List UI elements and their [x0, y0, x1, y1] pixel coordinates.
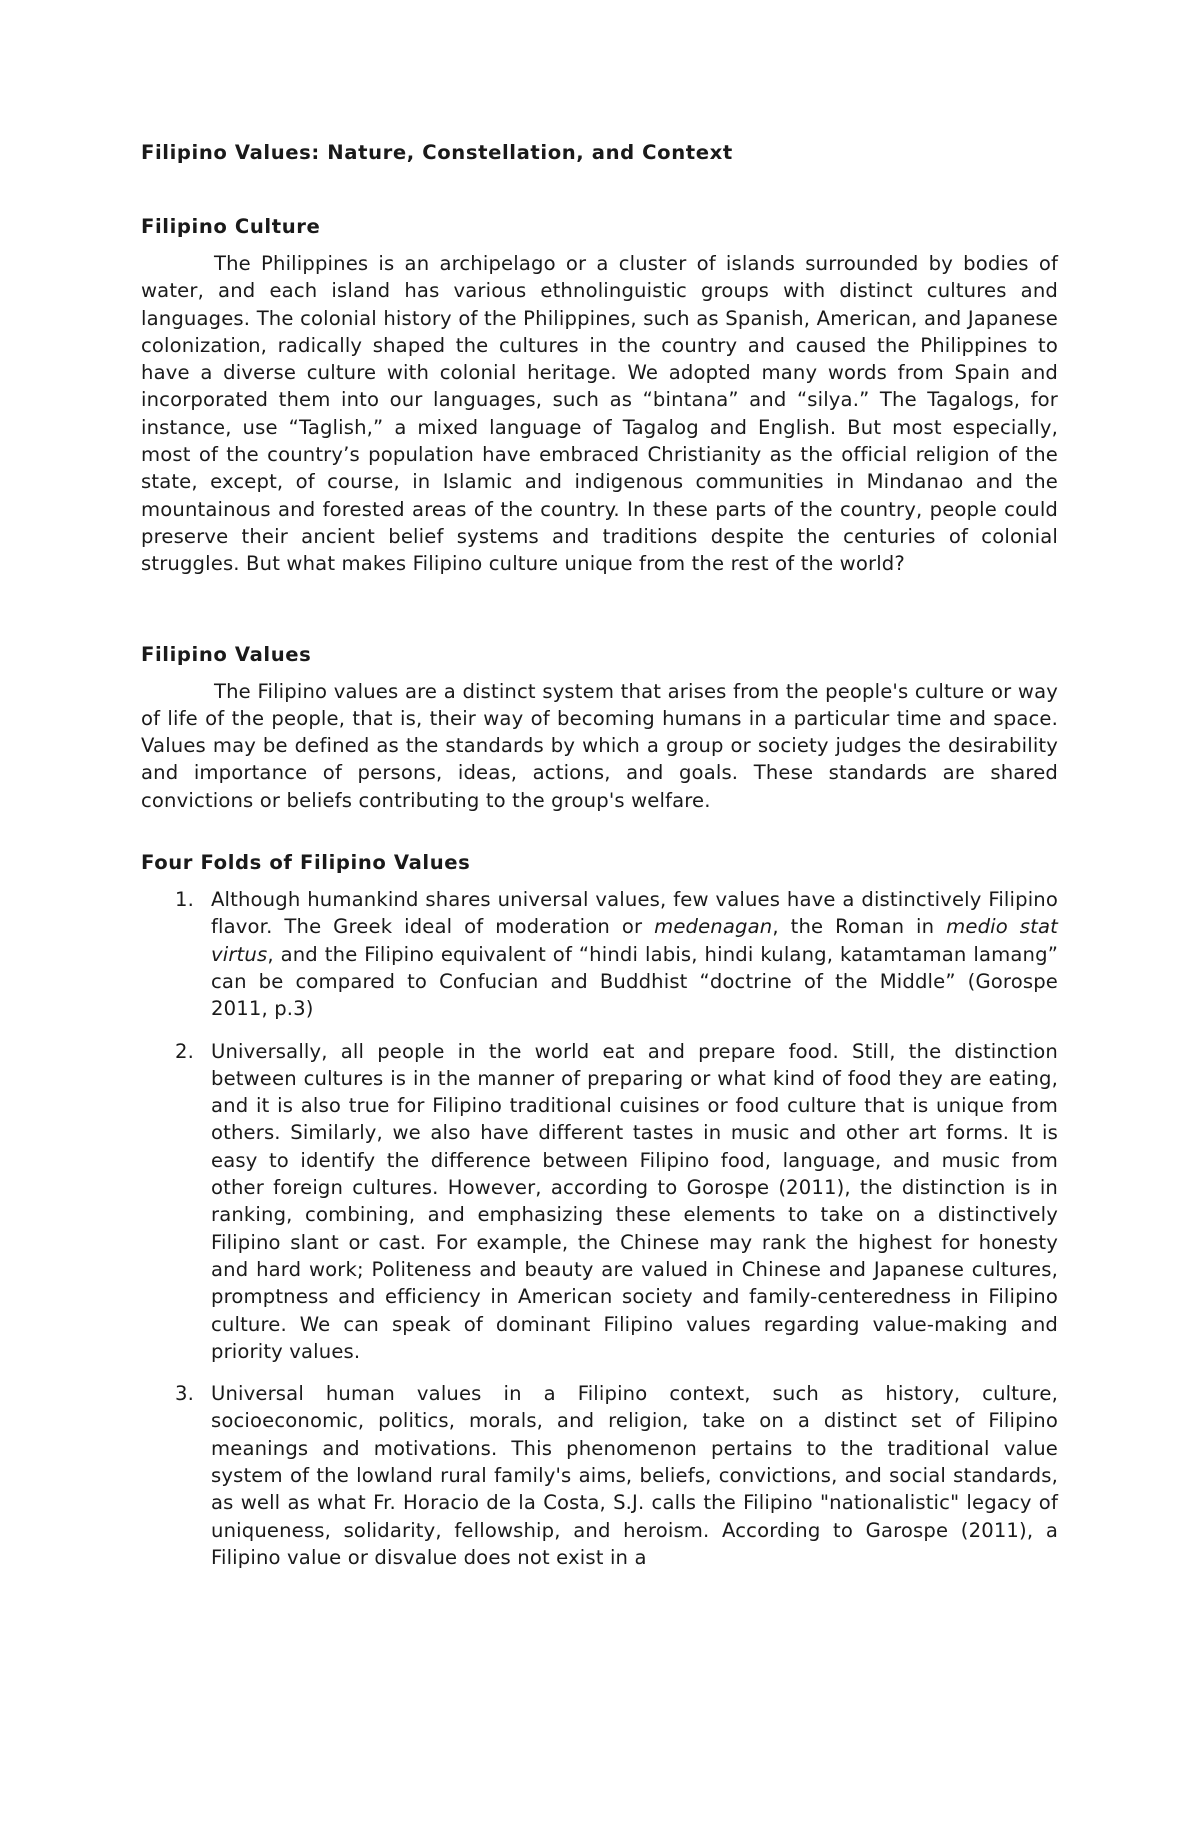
- list-item-text: , and the Filipino equivalent of “hindi labis, hindi kulang, katamtaman lamang” can be compared to Confucian and Buddhist “doctrine of the Middle” (Gorospe 2011, p.3): [211, 942, 1058, 1021]
- spacer: [141, 242, 1058, 250]
- list-item: [141, 886, 1058, 1022]
- list-item-number: 2.: [175, 1039, 194, 1063]
- spacer: [141, 814, 1058, 848]
- folds-list: [141, 886, 1058, 1571]
- spacer: [141, 578, 1058, 640]
- list-item-text: , the Roman in: [772, 915, 947, 939]
- spacer: [141, 168, 1058, 212]
- list-item-text: Universally, all people in the world eat and prepare food. Still, the distinction between cultures is in the manner of preparing or what kind of food they are eating, and it is also true for Filipino traditional cuisines or food culture that is unique from others. Similarly, we also have different tastes in music and other art forms. It is easy to identify the difference between Filipino food, language, and music from other foreign cultures. However, according to Gorospe (2011), the distinction is in ranking, combining, and emphasizing these elements to take on a distinctively Filipino slant or cast. For example, the Chinese may rank the highest for honesty and hard work; Politeness and beauty are valued in Chinese and Japanese cultures, promptness and efficiency in American society and family-centeredness in Filipino culture. We can speak of dominant Filipino values regarding value-making and priority values.: [211, 1039, 1058, 1363]
- section-heading-values: Filipino Values: [141, 642, 312, 666]
- list-item-text: Although humankind shares universal values, few values have a distinctively Filipino flavor. The Greek ideal of moderation or: [211, 888, 1058, 939]
- list-item-text: Universal human values in a Filipino context, such as history, culture, socioeconomic, politics, morals, and religion, take on a distinct set of Filipino meanings and motivations. This phenomenon pertains to the traditional value system of the lowland rural family's aims, beliefs, convictions, and social standards, as well as what Fr. Horacio de la Costa, S.J. calls the Filipino "nationalistic" legacy of uniqueness, solidarity, fellowship, and heroism. According to Garospe (2011), a Filipino value or disvalue does not exist in a: [211, 1382, 1058, 1569]
- section-heading-culture: Filipino Culture: [141, 215, 321, 238]
- list-item-number: 3.: [175, 1382, 194, 1406]
- paragraph-values: The Filipino values are a distinct system that arises from the people's culture or way of life of the people, that is, their way of becoming humans in a particular time and space. Values may be defined as the standards by which a group or society judges the desirability and importance of persons, ideas, actions, and goals. These standards are shared convictions or beliefs contributing to the group's welfare.: [141, 679, 1058, 812]
- list-item: [141, 1380, 1058, 1571]
- spacer: [141, 670, 1058, 678]
- paragraph-culture: The Philippines is an archipelago or a cluster of islands surrounded by bodies of water, and each island has various ethnolinguistic groups with distinct cultures and languages. The colonial history of the Philippines, such as Spanish, American, and Japanese colonization, radically shaped the cultures in the country and caused the Philippines to have a diverse culture with colonial heritage. We adopted many words from Spain and incorporated them into our languages, such as “bintana” and “silya.” The Tagalogs, for instance, use “Taglish,” a mixed language of Tagalog and English. But most especially, most of the country’s population have embraced Christianity as the official religion of the state, except, of course, in Islamic and indigenous communities in Mindanao and the mountainous and forested areas of the country. In these parts of the country, people could preserve their ancient belief systems and traditions despite the centuries of colonial struggles. But what makes Filipino culture unique from the rest of the world?: [141, 252, 1058, 576]
- spacer: [141, 878, 1058, 886]
- section-heading-folds: Four Folds of Filipino Values: [141, 851, 471, 875]
- italic-term: medenagan: [654, 915, 773, 939]
- list-item-number: 1.: [175, 888, 194, 912]
- document-page: [141, 138, 1058, 1571]
- italic-term: medio stat virtus: [211, 915, 1058, 966]
- document-title: Filipino Values: Nature, Constellation, and Context: [141, 141, 733, 164]
- list-item: [141, 1038, 1058, 1366]
